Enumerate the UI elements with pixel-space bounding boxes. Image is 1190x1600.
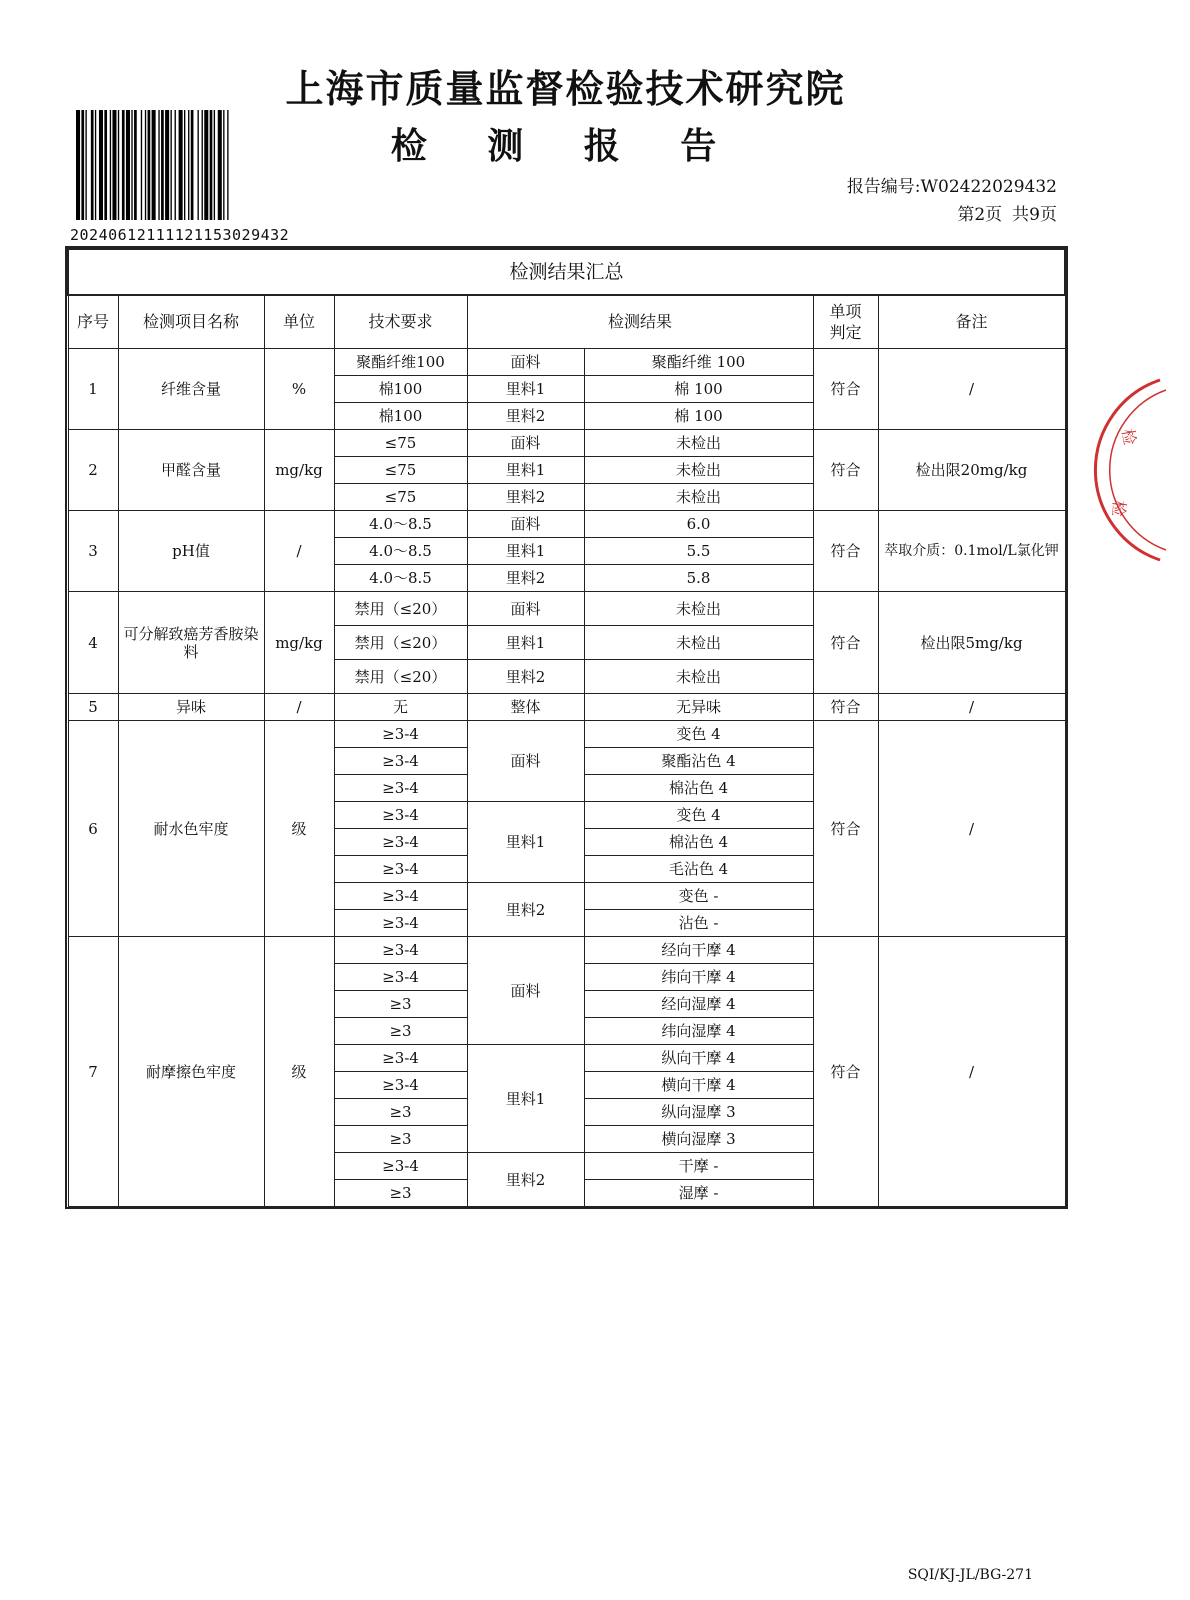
table-row bbox=[68, 937, 1065, 964]
cell-result: 湿摩 - bbox=[584, 1180, 813, 1207]
cell-result: 聚酯沾色 4 bbox=[584, 748, 813, 775]
header-requirement: 技术要求 bbox=[334, 295, 467, 349]
cell-requirement: ≥3-4 bbox=[334, 829, 467, 856]
barcode-bar bbox=[227, 110, 228, 220]
header-judgement bbox=[813, 295, 878, 349]
cell-result: 沾色 - bbox=[584, 910, 813, 937]
cell-requirement: 棉100 bbox=[334, 376, 467, 403]
cell-result: 未检出 bbox=[584, 592, 813, 626]
cell-result: 棉沾色 4 bbox=[584, 775, 813, 802]
cell-part: 面料 bbox=[467, 430, 584, 457]
cell-result: 经向湿摩 4 bbox=[584, 991, 813, 1018]
cell-result: 变色 4 bbox=[584, 721, 813, 748]
cell-result: 棉 100 bbox=[584, 403, 813, 430]
svg-text:检: 检 bbox=[1118, 427, 1140, 447]
cell-result: 5.5 bbox=[584, 538, 813, 565]
cell-result: 纬向干摩 4 bbox=[584, 964, 813, 991]
barcode-bar bbox=[171, 110, 172, 220]
cell-result: 未检出 bbox=[584, 660, 813, 694]
cell-part: 里料2 bbox=[467, 1153, 584, 1207]
cell-requirement: ≥3-4 bbox=[334, 856, 467, 883]
cell-requirement: ≥3-4 bbox=[334, 937, 467, 964]
cell-requirement: ≥3-4 bbox=[334, 775, 467, 802]
barcode-bar bbox=[165, 110, 169, 220]
cell-result: 变色 - bbox=[584, 883, 813, 910]
table-row bbox=[68, 721, 1065, 748]
cell-result: 棉 100 bbox=[584, 376, 813, 403]
table-row bbox=[68, 511, 1065, 538]
barcode-bar bbox=[175, 110, 176, 220]
cell-part: 面料 bbox=[467, 511, 584, 538]
cell-note: / bbox=[878, 694, 1065, 721]
cell-part: 里料1 bbox=[467, 376, 584, 403]
cell-seq: 3 bbox=[68, 511, 118, 592]
cell-requirement: ≥3-4 bbox=[334, 910, 467, 937]
cell-seq: 4 bbox=[68, 592, 118, 694]
cell-unit: 级 bbox=[264, 937, 334, 1207]
barcode-bar bbox=[204, 110, 208, 220]
barcode-image bbox=[76, 110, 282, 220]
page-current: 第2页 bbox=[957, 205, 1003, 225]
barcode-bar bbox=[210, 110, 213, 220]
barcode-bar bbox=[148, 110, 151, 220]
cell-result: 5.8 bbox=[584, 565, 813, 592]
cell-item: 耐水色牢度 bbox=[118, 721, 264, 937]
cell-judgement: 符合 bbox=[813, 937, 878, 1207]
barcode-bar bbox=[223, 110, 224, 220]
cell-result: 未检出 bbox=[584, 626, 813, 660]
page-indicator bbox=[947, 200, 1057, 225]
form-code: SQI/KJ-JL/BG-271 bbox=[907, 1567, 1033, 1583]
cell-note: / bbox=[878, 349, 1065, 430]
cell-requirement: ≥3-4 bbox=[334, 721, 467, 748]
cell-requirement: ≥3-4 bbox=[334, 1045, 467, 1072]
barcode-bar bbox=[218, 110, 222, 220]
cell-judgement: 符合 bbox=[813, 694, 878, 721]
cell-unit: / bbox=[264, 694, 334, 721]
cell-part: 里料1 bbox=[467, 802, 584, 883]
cell-note: 检出限20mg/kg bbox=[878, 430, 1065, 511]
red-seal-stamp bbox=[1100, 370, 1190, 570]
barcode-bar bbox=[131, 110, 132, 220]
cell-result: 未检出 bbox=[584, 457, 813, 484]
cell-judgement: 符合 bbox=[813, 592, 878, 694]
cell-requirement: 4.0～8.5 bbox=[334, 565, 467, 592]
cell-requirement: ≥3-4 bbox=[334, 1153, 467, 1180]
header-unit: 单位 bbox=[264, 295, 334, 349]
barcode-bar bbox=[134, 110, 137, 220]
table-row bbox=[68, 592, 1065, 626]
cell-result: 纵向湿摩 3 bbox=[584, 1099, 813, 1126]
cell-requirement: ≤75 bbox=[334, 430, 467, 457]
cell-requirement: 禁用（≤20） bbox=[334, 660, 467, 694]
cell-part: 面料 bbox=[467, 349, 584, 376]
table-caption: 检测结果汇总 bbox=[68, 249, 1065, 295]
cell-seq: 5 bbox=[68, 694, 118, 721]
header-seq: 序号 bbox=[68, 295, 118, 349]
barcode-bar bbox=[112, 110, 116, 220]
header-item: 检测项目名称 bbox=[118, 295, 264, 349]
barcode-bar bbox=[202, 110, 203, 220]
report-number: 报告编号:W02422029432 bbox=[846, 177, 1057, 197]
cell-requirement: ≥3-4 bbox=[334, 1072, 467, 1099]
cell-note: / bbox=[878, 721, 1065, 937]
svg-text:检: 检 bbox=[1108, 499, 1129, 518]
cell-requirement: ≥3-4 bbox=[334, 802, 467, 829]
cell-result: 6.0 bbox=[584, 511, 813, 538]
cell-result: 未检出 bbox=[584, 430, 813, 457]
cell-requirement: ≤75 bbox=[334, 457, 467, 484]
cell-item: 异味 bbox=[118, 694, 264, 721]
cell-part: 里料2 bbox=[467, 403, 584, 430]
cell-part: 里料2 bbox=[467, 883, 584, 937]
cell-result: 毛沾色 4 bbox=[584, 856, 813, 883]
cell-requirement: ≥3-4 bbox=[334, 748, 467, 775]
barcode-bar bbox=[179, 110, 183, 220]
cell-item: pH值 bbox=[118, 511, 264, 592]
cell-judgement: 符合 bbox=[813, 430, 878, 511]
barcode-bar bbox=[214, 110, 215, 220]
cell-requirement: 禁用（≤20） bbox=[334, 592, 467, 626]
cell-note: 检出限5mg/kg bbox=[878, 592, 1065, 694]
cell-requirement: ≥3 bbox=[334, 991, 467, 1018]
barcode-number: 20240612111121153029432 bbox=[70, 226, 290, 244]
cell-requirement: 4.0～8.5 bbox=[334, 538, 467, 565]
cell-result: 聚酯纤维 100 bbox=[584, 349, 813, 376]
cell-seq: 2 bbox=[68, 430, 118, 511]
cell-judgement: 符合 bbox=[813, 721, 878, 937]
cell-judgement: 符合 bbox=[813, 349, 878, 430]
cell-unit: % bbox=[264, 349, 334, 430]
cell-part: 面料 bbox=[467, 937, 584, 1045]
cell-part: 面料 bbox=[467, 592, 584, 626]
table-header-row bbox=[68, 295, 1065, 349]
header-judgement-text: 单项 判定 bbox=[829, 302, 862, 342]
cell-part: 里料1 bbox=[467, 626, 584, 660]
table-caption-row bbox=[68, 249, 1065, 295]
cell-requirement: ≥3 bbox=[334, 1126, 467, 1153]
barcode-bar bbox=[158, 110, 159, 220]
cell-note: / bbox=[878, 937, 1065, 1207]
cell-item: 甲醛含量 bbox=[118, 430, 264, 511]
barcode-bar bbox=[152, 110, 156, 220]
page-total: 共9页 bbox=[1012, 205, 1057, 225]
cell-part: 里料2 bbox=[467, 484, 584, 511]
barcode-bar bbox=[161, 110, 164, 220]
barcode-bar bbox=[145, 110, 146, 220]
cell-result: 变色 4 bbox=[584, 802, 813, 829]
cell-part: 里料1 bbox=[467, 457, 584, 484]
cell-result: 棉沾色 4 bbox=[584, 829, 813, 856]
cell-unit: / bbox=[264, 511, 334, 592]
cell-result: 纵向干摩 4 bbox=[584, 1045, 813, 1072]
cell-item: 耐摩擦色牢度 bbox=[118, 937, 264, 1207]
barcode-bar bbox=[126, 110, 130, 220]
cell-part: 里料2 bbox=[467, 660, 584, 694]
document-title: 检 测 报 告 bbox=[390, 125, 741, 167]
table-row bbox=[68, 349, 1065, 376]
cell-requirement: ≥3-4 bbox=[334, 883, 467, 910]
barcode-bar bbox=[104, 110, 107, 220]
cell-result: 无异味 bbox=[584, 694, 813, 721]
cell-unit: mg/kg bbox=[264, 430, 334, 511]
cell-requirement: 4.0～8.5 bbox=[334, 511, 467, 538]
table-row bbox=[68, 694, 1065, 721]
barcode-bar bbox=[118, 110, 119, 220]
barcode-bar bbox=[110, 110, 111, 220]
cell-unit: 级 bbox=[264, 721, 334, 937]
barcode-bar bbox=[191, 110, 194, 220]
barcode-bar bbox=[95, 110, 96, 220]
cell-requirement: ≥3 bbox=[334, 1180, 467, 1207]
cell-seq: 1 bbox=[68, 349, 118, 430]
cell-requirement: ≥3 bbox=[334, 1018, 467, 1045]
barcode-bar bbox=[85, 110, 86, 220]
barcode-bar bbox=[99, 110, 103, 220]
cell-note: 萃取介质：0.1mol/L氯化钾 bbox=[878, 511, 1065, 592]
cell-requirement: 无 bbox=[334, 694, 467, 721]
header-note: 备注 bbox=[878, 295, 1065, 349]
cell-result: 横向湿摩 3 bbox=[584, 1126, 813, 1153]
cell-requirement: ≥3 bbox=[334, 1099, 467, 1126]
cell-seq: 7 bbox=[68, 937, 118, 1207]
barcode-bar bbox=[188, 110, 189, 220]
cell-result: 干摩 - bbox=[584, 1153, 813, 1180]
header-result: 检测结果 bbox=[467, 295, 813, 349]
cell-result: 未检出 bbox=[584, 484, 813, 511]
barcode-bar bbox=[91, 110, 94, 220]
cell-requirement: 禁用（≤20） bbox=[334, 626, 467, 660]
cell-requirement: 聚酯纤维100 bbox=[334, 349, 467, 376]
cell-unit: mg/kg bbox=[264, 592, 334, 694]
cell-item: 纤维含量 bbox=[118, 349, 264, 430]
results-summary-table bbox=[67, 248, 1066, 1207]
barcode-bar bbox=[184, 110, 185, 220]
cell-seq: 6 bbox=[68, 721, 118, 937]
cell-requirement: ≤75 bbox=[334, 484, 467, 511]
barcode-bar bbox=[76, 110, 80, 220]
barcode-bar bbox=[141, 110, 142, 220]
cell-result: 经向干摩 4 bbox=[584, 937, 813, 964]
barcode-bar bbox=[198, 110, 199, 220]
table-row bbox=[68, 430, 1065, 457]
barcode-bar bbox=[122, 110, 125, 220]
cell-part: 里料2 bbox=[467, 565, 584, 592]
organization-name: 上海市质量监督检验技术研究院 bbox=[285, 66, 846, 111]
cell-requirement: ≥3-4 bbox=[334, 964, 467, 991]
cell-part: 面料 bbox=[467, 721, 584, 802]
cell-result: 纬向湿摩 4 bbox=[584, 1018, 813, 1045]
cell-part: 里料1 bbox=[467, 538, 584, 565]
cell-part: 整体 bbox=[467, 694, 584, 721]
cell-requirement: 棉100 bbox=[334, 403, 467, 430]
cell-item: 可分解致癌芳香胺染料 bbox=[118, 592, 264, 694]
cell-judgement: 符合 bbox=[813, 511, 878, 592]
barcode-bar bbox=[81, 110, 84, 220]
cell-result: 横向干摩 4 bbox=[584, 1072, 813, 1099]
cell-part: 里料1 bbox=[467, 1045, 584, 1153]
